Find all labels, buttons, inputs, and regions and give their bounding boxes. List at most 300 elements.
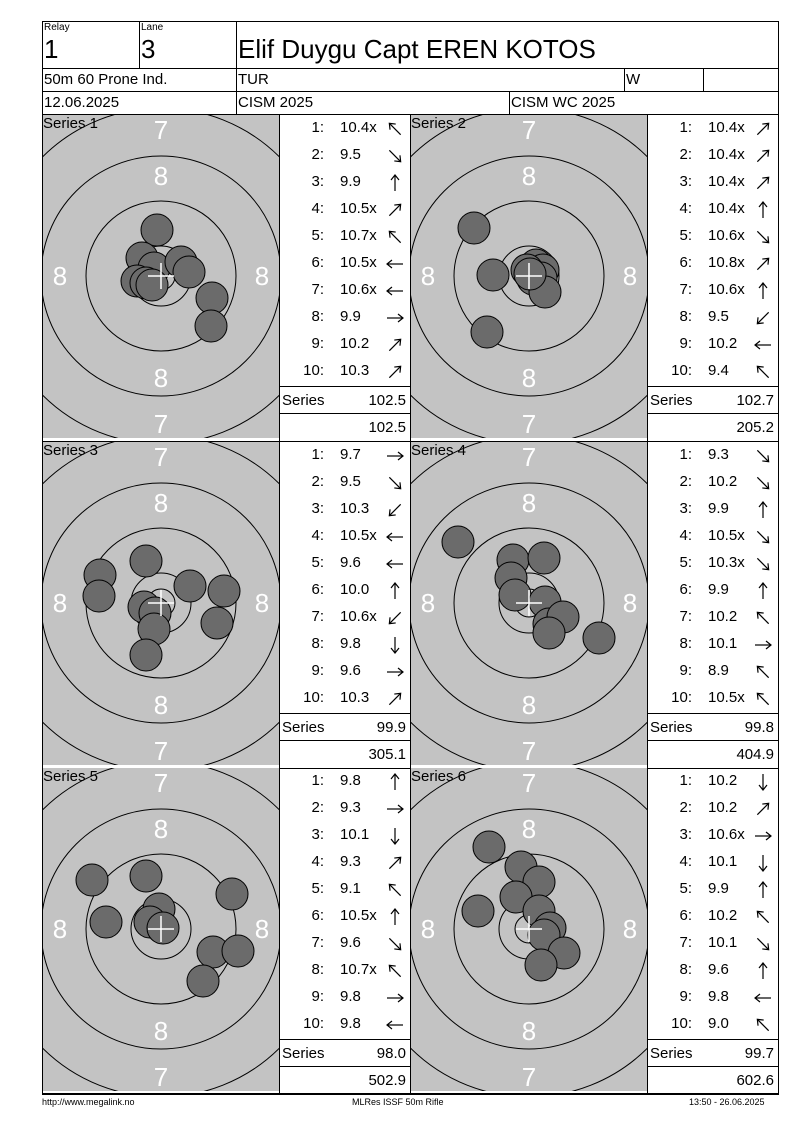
direction-arrow-icon [384, 553, 406, 575]
direction-arrow-icon [752, 771, 774, 793]
shot-number: 1: [311, 119, 324, 136]
shot-list [648, 442, 778, 768]
direction-arrow-icon [384, 307, 406, 329]
running-total-row [280, 742, 410, 769]
series-total-value: 98.0 [376, 1045, 406, 1062]
shot-score: 9.9 [340, 308, 361, 325]
shot-score: 9.6 [340, 662, 361, 679]
shot-number: 6: [679, 907, 692, 924]
series-total-value: 102.7 [736, 392, 774, 409]
shot-score: 10.2 [708, 335, 738, 352]
series-total-label: Series [650, 719, 693, 736]
shot-number: 1: [679, 772, 692, 789]
shot-row [648, 685, 778, 712]
gender: W [626, 71, 641, 88]
shot-hole [533, 617, 565, 649]
series-label: Series 5 [43, 768, 99, 785]
shot-hole [201, 607, 233, 639]
shot-row [648, 442, 778, 469]
direction-arrow-icon [384, 499, 406, 521]
shot-number: 7: [311, 608, 324, 625]
ring-number-label: 8 [153, 1016, 169, 1046]
ring-number-label: 8 [622, 914, 638, 944]
shot-number: 5: [311, 227, 324, 244]
shot-row [280, 115, 410, 142]
shot-hole [216, 878, 248, 910]
shot-number: 7: [679, 281, 692, 298]
direction-arrow-icon [752, 607, 774, 629]
target-panel [411, 768, 647, 1091]
shot-row [648, 984, 778, 1011]
direction-arrow-icon [384, 226, 406, 248]
shot-score: 10.5x [708, 527, 745, 544]
shot-score: 10.3x [708, 554, 745, 571]
shot-row [648, 903, 778, 930]
shot-score: 10.4x [708, 146, 745, 163]
shot-row [280, 795, 410, 822]
direction-arrow-icon [752, 499, 774, 521]
shot-number: 2: [679, 799, 692, 816]
direction-arrow-icon [384, 253, 406, 275]
shot-number: 9: [679, 335, 692, 352]
shot-row [648, 196, 778, 223]
series-label: Series 1 [43, 115, 99, 132]
direction-arrow-icon [752, 661, 774, 683]
shot-hole [196, 282, 228, 314]
shot-row [648, 115, 778, 142]
shot-number: 2: [679, 473, 692, 490]
shot-row [280, 658, 410, 685]
shot-hole [458, 212, 490, 244]
shot-number: 4: [679, 527, 692, 544]
shot-number: 2: [311, 473, 324, 490]
target-face [43, 442, 279, 765]
series-label: Series 6 [411, 768, 467, 785]
shot-row [280, 469, 410, 496]
ring-number-label: 8 [521, 1016, 537, 1046]
shot-hole [130, 860, 162, 892]
shot-score: 10.6x [708, 826, 745, 843]
nation: TUR [238, 71, 269, 88]
shot-hole [83, 580, 115, 612]
shot-row [280, 223, 410, 250]
direction-arrow-icon [384, 688, 406, 710]
target-panel [411, 442, 647, 765]
direction-arrow-icon [384, 933, 406, 955]
ring-number-label: 7 [521, 442, 537, 472]
shot-number: 2: [311, 799, 324, 816]
shot-score: 9.3 [340, 799, 361, 816]
direction-arrow-icon [752, 118, 774, 140]
shot-hole [514, 258, 546, 290]
shot-score: 9.9 [708, 581, 729, 598]
shot-score: 10.3 [340, 500, 370, 517]
target-panel [43, 115, 279, 438]
shot-row [280, 277, 410, 304]
ring-number-label: 7 [153, 736, 169, 765]
shot-list [280, 115, 410, 441]
running-total-row [648, 742, 778, 769]
shot-number: 1: [679, 119, 692, 136]
shot-score: 10.7x [340, 961, 377, 978]
ring-number-label: 7 [153, 115, 169, 145]
shot-number: 10: [671, 1015, 692, 1032]
shot-number: 6: [679, 254, 692, 271]
shot-score: 10.3 [340, 689, 370, 706]
running-total-value: 502.9 [368, 1072, 406, 1089]
direction-arrow-icon [384, 825, 406, 847]
series-total-row [648, 388, 778, 415]
shot-score: 9.4 [708, 362, 729, 379]
ring-number-label: 8 [153, 814, 169, 844]
shot-score: 10.6x [708, 227, 745, 244]
shot-number: 4: [311, 200, 324, 217]
shot-score: 10.3 [340, 362, 370, 379]
shot-row [648, 822, 778, 849]
direction-arrow-icon [384, 361, 406, 383]
ring-number-label: 7 [521, 736, 537, 765]
shot-score: 8.9 [708, 662, 729, 679]
direction-arrow-icon [384, 118, 406, 140]
target-face [43, 115, 279, 438]
direction-arrow-icon [384, 172, 406, 194]
shot-score: 9.0 [708, 1015, 729, 1032]
shot-score: 9.1 [340, 880, 361, 897]
shot-list [280, 768, 410, 1094]
running-total-row [280, 415, 410, 442]
direction-arrow-icon [384, 580, 406, 602]
shot-row [648, 331, 778, 358]
shot-hole [442, 526, 474, 558]
lane-label: Lane [141, 22, 164, 33]
direction-arrow-icon [384, 798, 406, 820]
ring-number-label: 7 [153, 442, 169, 472]
shot-row [648, 223, 778, 250]
running-total-value: 205.2 [736, 419, 774, 436]
shot-number: 3: [311, 826, 324, 843]
shot-score: 9.8 [340, 772, 361, 789]
ring-number-label: 8 [52, 261, 68, 291]
running-total-value: 404.9 [736, 746, 774, 763]
shot-row [648, 768, 778, 795]
shot-number: 3: [679, 500, 692, 517]
shot-number: 8: [311, 635, 324, 652]
shot-row [280, 550, 410, 577]
running-total-value: 602.6 [736, 1072, 774, 1089]
shot-number: 4: [679, 853, 692, 870]
shot-row [280, 849, 410, 876]
running-total-row [648, 415, 778, 442]
direction-arrow-icon [752, 798, 774, 820]
shot-row [280, 142, 410, 169]
shot-row [648, 277, 778, 304]
shot-list [280, 442, 410, 768]
series-total-label: Series [650, 392, 693, 409]
footer-timestamp: 13:50 - 26.06.2025 [689, 1097, 765, 1107]
shot-hole [173, 256, 205, 288]
shot-score: 9.3 [708, 446, 729, 463]
shot-number: 1: [311, 446, 324, 463]
shot-score: 10.1 [708, 934, 738, 951]
shot-row [648, 604, 778, 631]
ring-number-label: 8 [420, 914, 436, 944]
shot-number: 9: [679, 988, 692, 1005]
series-total-value: 99.9 [376, 719, 406, 736]
shot-number: 3: [311, 500, 324, 517]
shot-number: 2: [679, 146, 692, 163]
shot-row [648, 550, 778, 577]
direction-arrow-icon [384, 852, 406, 874]
shot-number: 3: [679, 826, 692, 843]
shot-row [280, 169, 410, 196]
ring-number-label: 7 [521, 768, 537, 798]
shot-row [280, 196, 410, 223]
direction-arrow-icon [752, 172, 774, 194]
shot-score: 9.6 [340, 934, 361, 951]
direction-arrow-icon [384, 879, 406, 901]
direction-arrow-icon [752, 960, 774, 982]
series-total-label: Series [282, 1045, 325, 1062]
series-total-value: 102.5 [368, 392, 406, 409]
direction-arrow-icon [384, 634, 406, 656]
direction-arrow-icon [752, 145, 774, 167]
shot-row [280, 631, 410, 658]
shot-score: 9.9 [708, 500, 729, 517]
ring-number-label: 7 [153, 1062, 169, 1091]
date: 12.06.2025 [44, 94, 120, 111]
direction-arrow-icon [752, 553, 774, 575]
footer-url[interactable]: http://www.megalink.no [42, 1097, 135, 1107]
shot-score: 9.8 [340, 1015, 361, 1032]
shot-hole [130, 639, 162, 671]
direction-arrow-icon [384, 661, 406, 683]
shot-number: 6: [311, 254, 324, 271]
direction-arrow-icon [752, 199, 774, 221]
shot-number: 8: [679, 308, 692, 325]
direction-arrow-icon [752, 933, 774, 955]
shot-row [280, 250, 410, 277]
shot-number: 9: [311, 988, 324, 1005]
shot-row [280, 496, 410, 523]
ring-number-label: 8 [254, 261, 270, 291]
shot-number: 8: [679, 635, 692, 652]
direction-arrow-icon [384, 987, 406, 1009]
shot-score: 10.7x [340, 227, 377, 244]
series-total-row [648, 715, 778, 742]
shot-row [280, 523, 410, 550]
shot-score: 10.1 [340, 826, 370, 843]
shot-number: 10: [303, 1015, 324, 1032]
direction-arrow-icon [752, 226, 774, 248]
target-face [411, 442, 647, 765]
ring-number-label: 8 [420, 588, 436, 618]
target-panel [43, 442, 279, 765]
shot-score: 10.1 [708, 635, 738, 652]
ring-number-label: 8 [622, 261, 638, 291]
ring-number-label: 7 [153, 768, 169, 798]
direction-arrow-icon [384, 145, 406, 167]
shot-number: 3: [311, 173, 324, 190]
shot-hole [525, 949, 557, 981]
shot-score: 10.0 [340, 581, 370, 598]
shot-row [648, 577, 778, 604]
shot-hole [222, 935, 254, 967]
shot-score: 10.5x [340, 527, 377, 544]
shot-number: 10: [671, 362, 692, 379]
shot-number: 2: [311, 146, 324, 163]
shot-row [280, 577, 410, 604]
direction-arrow-icon [384, 771, 406, 793]
shot-number: 6: [311, 581, 324, 598]
direction-arrow-icon [384, 906, 406, 928]
shot-score: 9.6 [340, 554, 361, 571]
shot-row [280, 768, 410, 795]
shot-score: 9.9 [708, 880, 729, 897]
direction-arrow-icon [752, 253, 774, 275]
ring-number-label: 7 [521, 1062, 537, 1091]
shot-score: 9.5 [708, 308, 729, 325]
shot-hole [195, 310, 227, 342]
relay-value: 1 [44, 34, 59, 64]
shot-number: 5: [679, 554, 692, 571]
shot-row [648, 631, 778, 658]
series-total-row [280, 715, 410, 742]
shot-number: 7: [679, 608, 692, 625]
shot-row [648, 304, 778, 331]
shot-row [280, 876, 410, 903]
shot-row [280, 930, 410, 957]
shot-score: 9.8 [340, 635, 361, 652]
series-total-row [280, 1041, 410, 1068]
shot-row [280, 822, 410, 849]
shot-score: 9.8 [340, 988, 361, 1005]
shot-number: 7: [311, 934, 324, 951]
target-panel [43, 768, 279, 1091]
ring-number-label: 8 [254, 914, 270, 944]
shot-number: 6: [311, 907, 324, 924]
shot-number: 7: [311, 281, 324, 298]
shot-number: 9: [311, 335, 324, 352]
shot-score: 9.5 [340, 473, 361, 490]
ring-number-label: 8 [153, 161, 169, 191]
direction-arrow-icon [752, 634, 774, 656]
ring-number-label: 8 [153, 363, 169, 393]
series-total-value: 99.8 [744, 719, 774, 736]
direction-arrow-icon [384, 526, 406, 548]
shot-score: 10.2 [340, 335, 370, 352]
lane-value: 3 [141, 34, 156, 64]
direction-arrow-icon [384, 607, 406, 629]
direction-arrow-icon [384, 445, 406, 467]
shot-list [648, 768, 778, 1094]
direction-arrow-icon [384, 960, 406, 982]
target-face [411, 115, 647, 438]
direction-arrow-icon [384, 1014, 406, 1036]
target-face [411, 768, 647, 1091]
shot-number: 9: [679, 662, 692, 679]
competition: CISM 2025 [238, 94, 314, 111]
shot-row [280, 984, 410, 1011]
ring-number-label: 8 [254, 588, 270, 618]
direction-arrow-icon [752, 852, 774, 874]
direction-arrow-icon [752, 906, 774, 928]
ring-number-label: 8 [420, 261, 436, 291]
direction-arrow-icon [752, 688, 774, 710]
shot-number: 3: [679, 173, 692, 190]
shot-score: 9.7 [340, 446, 361, 463]
ring-number-label: 8 [521, 488, 537, 518]
shot-hole [528, 542, 560, 574]
shot-score: 10.5x [340, 254, 377, 271]
series-total-row [648, 1041, 778, 1068]
shot-number: 8: [679, 961, 692, 978]
shot-hole [76, 864, 108, 896]
shot-number: 9: [311, 662, 324, 679]
shot-number: 4: [679, 200, 692, 217]
ring-number-label: 8 [521, 814, 537, 844]
shot-number: 7: [679, 934, 692, 951]
shot-number: 5: [311, 880, 324, 897]
shot-number: 5: [311, 554, 324, 571]
shot-list [648, 115, 778, 441]
shot-row [280, 685, 410, 712]
shot-score: 9.3 [340, 853, 361, 870]
shot-number: 10: [671, 689, 692, 706]
shot-number: 10: [303, 689, 324, 706]
shot-row [648, 957, 778, 984]
series-total-label: Series [282, 392, 325, 409]
direction-arrow-icon [384, 472, 406, 494]
direction-arrow-icon [752, 280, 774, 302]
shot-hole [187, 965, 219, 997]
shot-number: 1: [679, 446, 692, 463]
shot-row [648, 1011, 778, 1038]
shot-row [648, 496, 778, 523]
shot-score: 9.9 [340, 173, 361, 190]
series-label: Series 2 [411, 115, 467, 132]
ring-number-label: 8 [521, 690, 537, 720]
relay-label: Relay [44, 22, 70, 33]
shot-hole [477, 259, 509, 291]
shot-row [648, 523, 778, 550]
shot-hole [208, 575, 240, 607]
shot-score: 10.2 [708, 799, 738, 816]
series-total-label: Series [282, 719, 325, 736]
shot-score: 10.6x [340, 608, 377, 625]
direction-arrow-icon [752, 987, 774, 1009]
shot-score: 9.6 [708, 961, 729, 978]
shot-hole [136, 269, 168, 301]
ring-number-label: 8 [153, 488, 169, 518]
shot-score: 10.4x [708, 119, 745, 136]
shot-score: 9.8 [708, 988, 729, 1005]
shot-score: 10.5x [340, 907, 377, 924]
series-total-value: 99.7 [744, 1045, 774, 1062]
shot-row [648, 849, 778, 876]
shot-hole [499, 579, 531, 611]
shot-hole [141, 214, 173, 246]
direction-arrow-icon [752, 1014, 774, 1036]
direction-arrow-icon [752, 825, 774, 847]
running-total-row [648, 1068, 778, 1095]
shot-number: 10: [303, 362, 324, 379]
shot-score: 10.2 [708, 473, 738, 490]
shot-row [648, 250, 778, 277]
ring-number-label: 8 [153, 690, 169, 720]
shot-hole [462, 895, 494, 927]
competition-full: CISM WC 2025 [511, 94, 616, 111]
shot-score: 10.8x [708, 254, 745, 271]
